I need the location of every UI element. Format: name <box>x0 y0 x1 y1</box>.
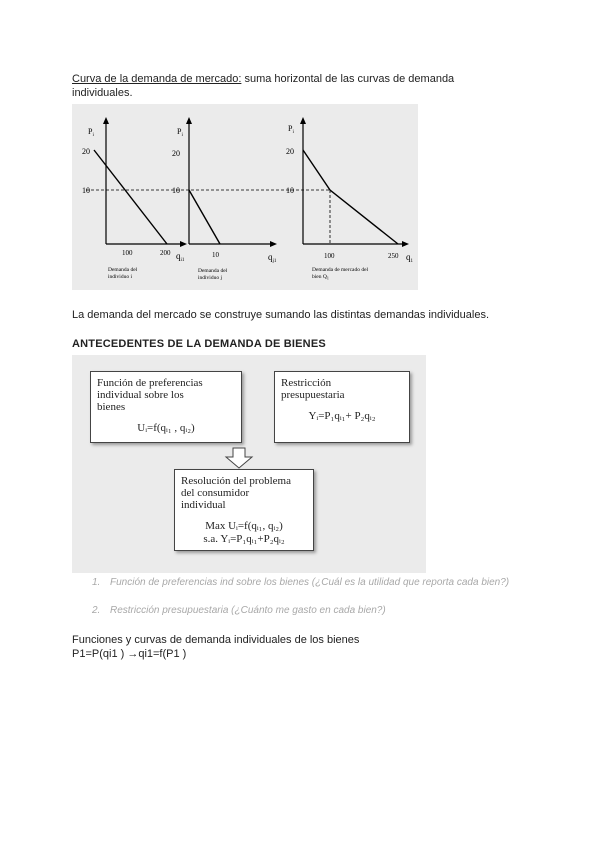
section-heading: ANTECEDENTES DE LA DEMANDA DE BIENES <box>72 338 326 350</box>
demand-curves-svg <box>72 104 418 290</box>
max-formula: Max Uᵢ=f(qᵢ₁, qᵢ₂) <box>205 520 283 532</box>
panel2-x10: 10 <box>212 251 219 259</box>
panel2-x-arrow <box>270 241 277 247</box>
panel3-q-label: $q_1$ <box>406 252 413 264</box>
market-demand-figure <box>72 104 418 290</box>
budget-formula: Yᵢ=P₁qᵢ₁+ P₂qᵢ₂ <box>308 410 376 422</box>
panel1-p-label: $P_i$ <box>88 127 94 138</box>
panel2-y20: 20 <box>172 149 180 158</box>
resolution-box-title: Resolución del problema del consumidor individual <box>181 475 291 511</box>
market-demand-sentence: La demanda del mercado se construye sumando las distintas demandas individuales. <box>72 309 490 321</box>
panel2-demand-line <box>189 190 220 244</box>
functions-formula: P1=P(qi1 ) →qi1=f(P1 ) <box>72 648 187 660</box>
panel2-caption1: Demanda del <box>198 268 228 274</box>
intro-rest: suma horizontal de las curvas de demanda <box>241 73 455 85</box>
panel3-y20: 20 <box>286 147 294 156</box>
panel2-y10: 10 <box>172 186 180 195</box>
panel2-q-label: $q_{j1}$ <box>268 252 277 264</box>
budget-box-title: Restricción presupuestaria <box>281 377 345 401</box>
intro-title: Curva de la demanda de mercado: <box>72 73 242 85</box>
panel1-caption2: individuo i <box>108 274 132 280</box>
list-item: 1. Función de preferencias ind sobre los bienes (¿Cuál es la utilidad que reporta cada bien?) <box>92 577 510 588</box>
utility-function: Uᵢ=f(qᵢ₁ , qᵢ₂) <box>137 422 195 434</box>
panel1-caption1: Demanda del <box>108 267 138 273</box>
constraint-formula: s.a. Yᵢ=P₁qᵢ₁+P₂qᵢ₂ <box>203 533 285 545</box>
panel1-y-arrow <box>103 117 109 124</box>
intro-line2: individuales. <box>72 87 133 99</box>
consumer-problem-diagram <box>72 355 426 573</box>
panel3-caption1: Demanda de mercado del <box>312 267 369 273</box>
list-item: 2. Restricción presupuestaria (¿Cuánto me gasto en cada bien?) <box>92 605 386 616</box>
panel1-x100: 100 <box>122 249 133 257</box>
panel1-y10: 10 <box>82 186 90 195</box>
panel3-y10: 10 <box>286 186 294 195</box>
panel3-p-label: $P_i$ <box>288 124 294 135</box>
panel3-y-arrow <box>300 117 306 124</box>
panel2-p-label: $P_i$ <box>177 127 183 138</box>
budget-box <box>274 371 410 443</box>
functions-paragraph <box>72 633 359 661</box>
preferences-box <box>90 371 242 443</box>
down-arrow-icon <box>224 447 254 469</box>
resolution-box <box>174 469 314 551</box>
panel3-x250: 250 <box>388 252 399 260</box>
panel1-x200: 200 <box>160 249 171 257</box>
functions-title: Funciones y curvas de demanda individuales de los bienes <box>72 634 360 646</box>
panel3-demand-kinked-line <box>303 150 398 244</box>
panel1-q-label: $q_{i1}$ <box>176 251 185 263</box>
preferences-box-title: Función de preferencias individual sobre los bienes <box>97 377 203 413</box>
panel1-x-arrow <box>180 241 187 247</box>
panel2-caption2: individuo j <box>198 275 222 281</box>
intro-paragraph <box>72 72 532 100</box>
panel2-y-arrow <box>186 117 192 124</box>
panel3-x100: 100 <box>324 252 335 260</box>
panel3-caption2: bien $Q_1$ <box>312 274 329 281</box>
panel1-demand-line <box>94 150 167 244</box>
panel3-x-arrow <box>402 241 409 247</box>
panel1-y20: 20 <box>82 147 90 156</box>
